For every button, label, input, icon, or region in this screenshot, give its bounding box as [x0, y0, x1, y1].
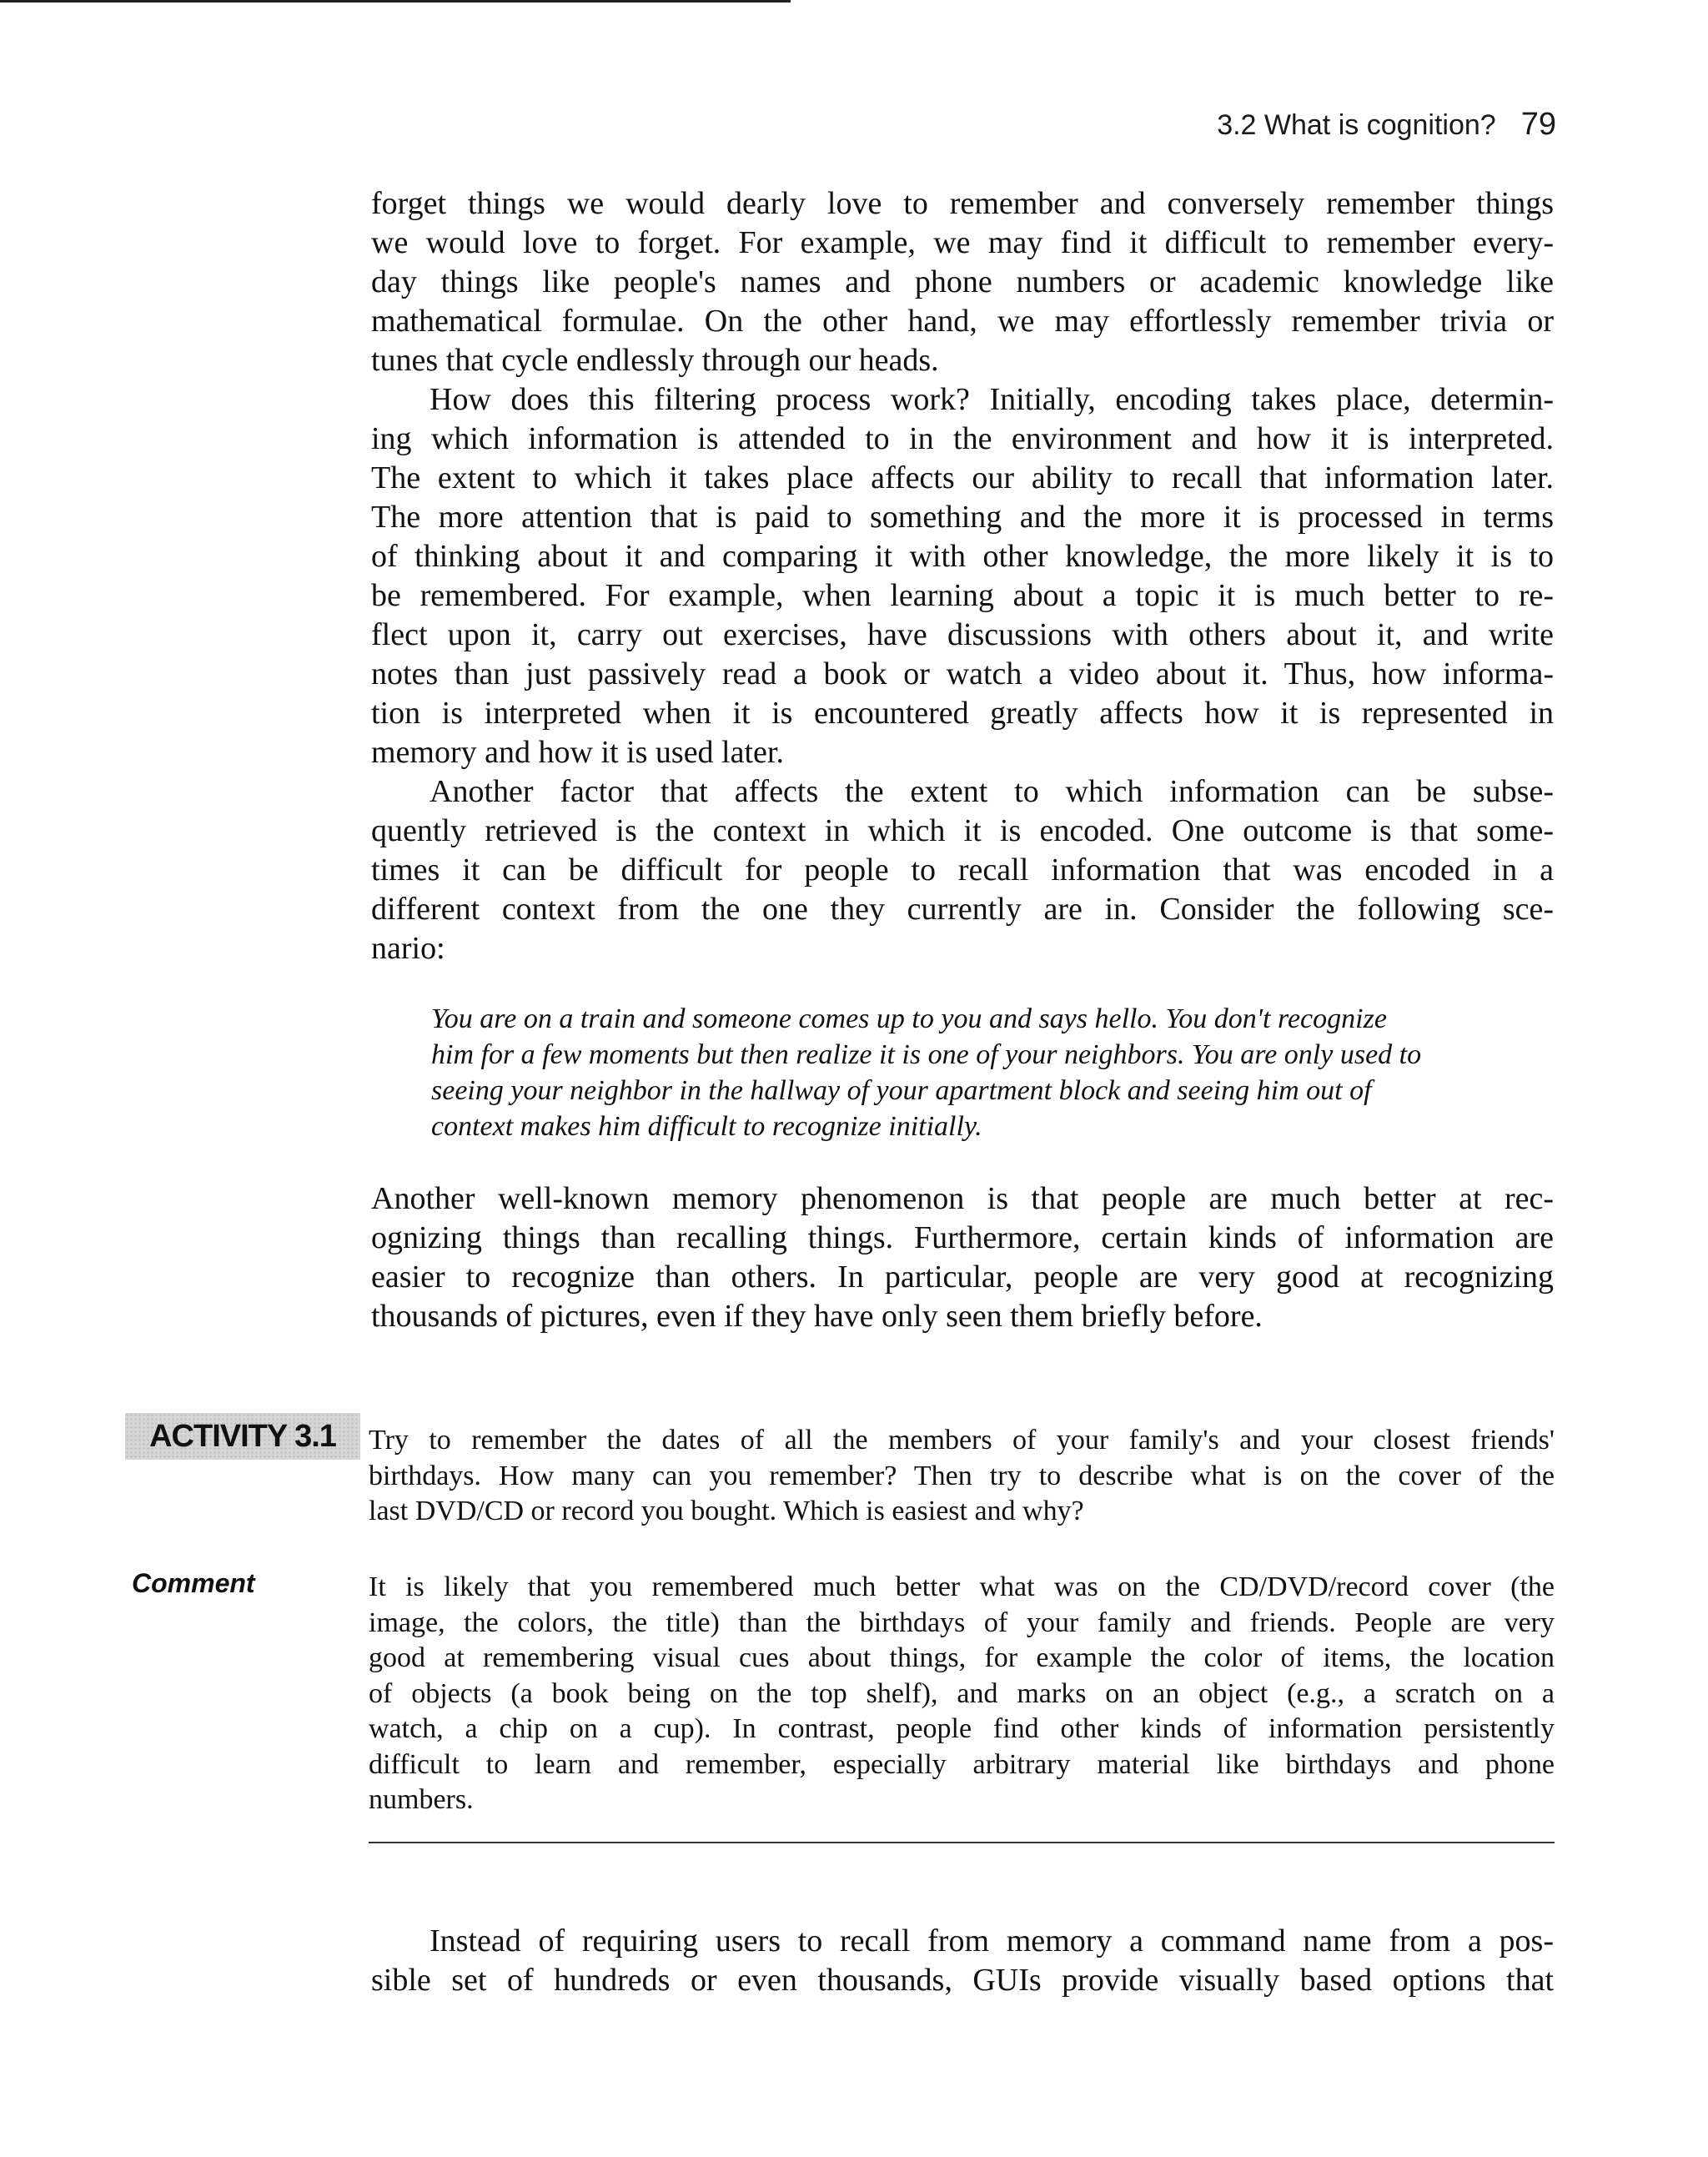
text-line: Try to remember the dates of all the members of your family's and your closest friends': [369, 1425, 1555, 1456]
text-line: image, the colors, the title) than the birthdays of your family and friends. People are very: [369, 1606, 1555, 1638]
running-head: [1151, 107, 1556, 143]
text-line: The more attention that is paid to something and the more it is processed in terms: [371, 500, 1554, 535]
text-line: numbers.: [369, 1784, 474, 1815]
text-line: Instead of requiring users to recall from memory a command name from a pos-: [430, 1923, 1554, 1958]
text-line: watch, a chip on a cup). In contrast, people find other kinds of information persistently: [369, 1713, 1555, 1744]
text-line: of objects (a book being on the top shelf), and marks on an object (e.g., a scratch on a: [369, 1677, 1555, 1709]
text-line: Another factor that affects the extent to which information can be subse-: [430, 774, 1554, 809]
quote-line: You are on a train and someone comes up to you and says hello. You don't recognize: [431, 1003, 1387, 1034]
text-line: ing which information is attended to in the environment and how it is interpreted.: [371, 421, 1554, 456]
activity-text: [369, 1423, 1555, 1530]
text-line: How does this filtering process work? Initially, encoding takes place, determin-: [430, 382, 1554, 417]
text-line: sible set of hundreds or even thousands, GUIs provide visually based options that: [371, 1963, 1554, 1998]
text-line: difficult to learn and remember, especially arbitrary material like birthdays and phone: [369, 1748, 1555, 1780]
quote-line: seeing your neighbor in the hallway of your apartment block and seeing him out of: [431, 1075, 1372, 1106]
text-line: mathematical formulae. On the other hand, we may effortlessly remember trivia or: [371, 304, 1554, 339]
page-number: 79: [1520, 107, 1556, 142]
text-line: notes than just passively read a book or watch a video about it. Thus, how informa-: [371, 656, 1554, 691]
text-line: we would love to forget. For example, we may find it difficult to remember every-: [371, 225, 1554, 260]
text-line: Another well-known memory phenomenon is that people are much better at rec-: [371, 1181, 1554, 1216]
paragraph-5: [371, 1922, 1554, 2000]
text-line: tion is interpreted when it is encountered greatly affects how it is represented in: [371, 696, 1554, 731]
text-line: be remembered. For example, when learning about a topic it is much better to re-: [371, 578, 1554, 613]
section-title: 3.2 What is cognition?: [1217, 109, 1496, 141]
text-line: flect upon it, carry out exercises, have discussions with others about it, and write: [371, 617, 1554, 652]
text-line: thousands of pictures, even if they have only seen them briefly before.: [371, 1299, 1263, 1334]
text-line: forget things we would dearly love to remember and conversely remember things: [371, 186, 1554, 221]
activity-end-rule: [369, 1842, 1555, 1843]
text-line: easier to recognize than others. In particular, people are very good at recognizing: [371, 1260, 1554, 1295]
top-rule: [0, 0, 791, 3]
paragraph-2: [371, 380, 1554, 772]
text-line: nario:: [371, 931, 445, 966]
comment-label: Comment: [132, 1568, 255, 1598]
text-line: day things like people's names and phone numbers or academic knowledge like: [371, 264, 1554, 299]
comment-text: [369, 1570, 1555, 1818]
text-line: ognizing things than recalling things. Furthermore, certain kinds of information are: [371, 1220, 1554, 1255]
quote-line: context makes him difficult to recognize initially.: [431, 1111, 982, 1142]
paragraph-3: [371, 772, 1554, 968]
text-line: memory and how it is used later.: [371, 735, 784, 770]
quote-line: him for a few moments but then realize it is one of your neighbors. You are only used to: [431, 1039, 1422, 1070]
text-line: times it can be difficult for people to recall information that was encoded in a: [371, 852, 1554, 887]
text-line: good at remembering visual cues about things, for example the color of items, the location: [369, 1642, 1555, 1673]
text-line: tunes that cycle endlessly through our heads.: [371, 343, 939, 378]
text-line: birthdays. How many can you remember? Then try to describe what is on the cover of the: [369, 1460, 1555, 1491]
text-line: It is likely that you remembered much better what was on the CD/DVD/record cover (the: [369, 1571, 1555, 1602]
text-line: The extent to which it takes place affects our ability to recall that information later.: [371, 460, 1554, 495]
paragraph-1: [371, 184, 1554, 380]
scenario-quote: [431, 1001, 1540, 1144]
text-line: last DVD/CD or record you bought. Which is easiest and why?: [369, 1496, 1084, 1526]
paragraph-4: [371, 1179, 1554, 1336]
text-line: different context from the one they currently are in. Consider the following sce-: [371, 892, 1554, 927]
text-line: quently retrieved is the context in which it is encoded. One outcome is that some-: [371, 813, 1554, 848]
text-line: of thinking about it and comparing it with other knowledge, the more likely it is to: [371, 539, 1554, 574]
activity-label: ACTIVITY 3.1: [125, 1413, 360, 1460]
